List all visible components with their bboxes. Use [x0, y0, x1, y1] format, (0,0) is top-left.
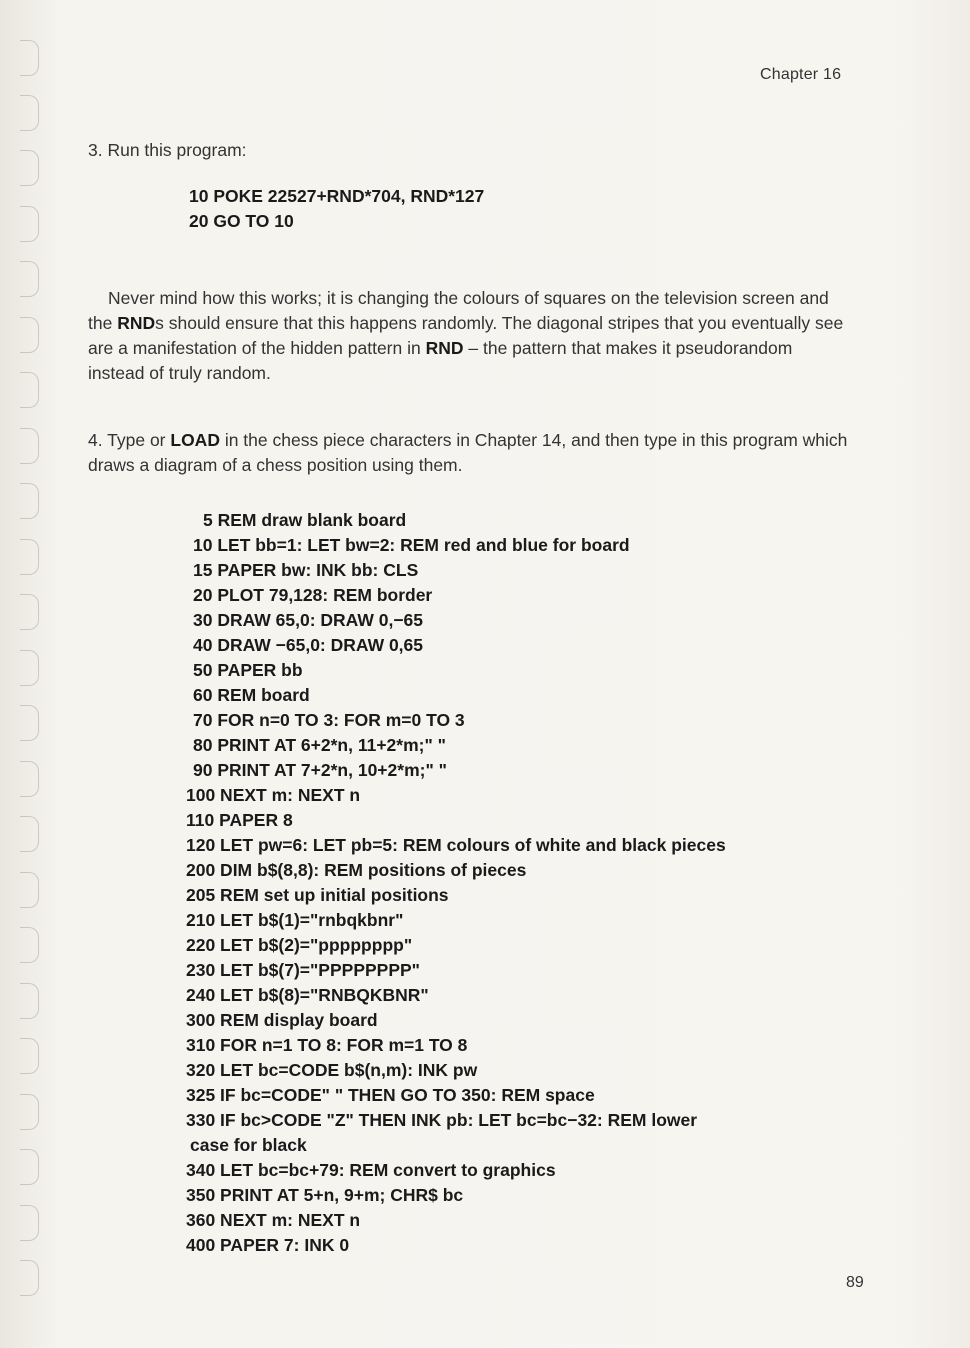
code-line: 300 REM display board	[186, 1010, 378, 1030]
item-4-intro: 4. Type or LOAD in the chess piece characters in Chapter 14, and then type in this program which draws a diagram of a chess position using them.	[88, 430, 848, 475]
code-line: 330 IF bc>CODE "Z" THEN INK pb: LET bc=bc−32: REM lower	[186, 1110, 698, 1130]
code-line: 325 IF bc=CODE" " THEN GO TO 350: REM space	[186, 1085, 595, 1105]
code-line: 5 REM draw blank board	[203, 510, 407, 530]
item-3-intro: 3. Run this program:	[88, 140, 247, 160]
code-line: 40 DRAW −65,0: DRAW 0,65	[193, 635, 424, 655]
code-line: 110 PAPER 8	[186, 810, 293, 830]
code-line: 20 GO TO 10	[189, 211, 294, 231]
code-line: 80 PRINT AT 6+2*n, 11+2*m;" "	[193, 735, 446, 755]
code-line-continuation: case for black	[190, 1135, 307, 1155]
code-line: 320 LET bc=CODE b$(n,m): INK pw	[186, 1060, 478, 1080]
code-line: 210 LET b$(1)="rnbqkbnr"	[186, 910, 404, 930]
code-listing-item-4	[186, 508, 726, 1258]
code-line: 20 PLOT 79,128: REM border	[193, 585, 433, 605]
code-line: 60 REM board	[193, 685, 310, 705]
code-line: 350 PRINT AT 5+n, 9+m; CHR$ bc	[186, 1185, 464, 1205]
code-line: 100 NEXT m: NEXT n	[186, 785, 361, 805]
code-line: 10 POKE 22527+RND*704, RND*127	[189, 186, 485, 206]
code-line: 30 DRAW 65,0: DRAW 0,−65	[193, 610, 424, 630]
code-line: 310 FOR n=1 TO 8: FOR m=1 TO 8	[186, 1035, 468, 1055]
item-3-explanation: Never mind how this works; it is changing the colours of squares on the television screen and the RNDs should ensure that this happens randomly. The diagonal stripes that you eventually see are a manifestation of the hidden pattern in RND – the pattern that makes it pseudorandom instead of truly random.	[88, 288, 844, 383]
code-line: 200 DIM b$(8,8): REM positions of pieces	[186, 860, 527, 880]
page-number: 89	[846, 1274, 864, 1291]
code-line: 230 LET b$(7)="PPPPPPPP"	[186, 960, 420, 980]
code-line: 15 PAPER bw: INK bb: CLS	[193, 560, 419, 580]
binding-holes	[14, 30, 46, 1330]
code-line: 400 PAPER 7: INK 0	[186, 1235, 350, 1255]
code-line: 220 LET b$(2)="pppppppp"	[186, 935, 413, 955]
code-line: 50 PAPER bb	[193, 660, 303, 680]
code-line: 340 LET bc=bc+79: REM convert to graphics	[186, 1160, 556, 1180]
code-line: 205 REM set up initial positions	[186, 885, 449, 905]
code-line: 70 FOR n=0 TO 3: FOR m=0 TO 3	[193, 710, 465, 730]
code-listing-item-3	[189, 184, 484, 234]
running-head: Chapter 16	[760, 66, 842, 83]
code-line: 10 LET bb=1: LET bw=2: REM red and blue for board	[193, 535, 630, 555]
code-line: 240 LET b$(8)="RNBQKBNR"	[186, 985, 429, 1005]
code-line: 120 LET pw=6: LET pb=5: REM colours of white and black pieces	[186, 835, 726, 855]
code-line: 360 NEXT m: NEXT n	[186, 1210, 361, 1230]
code-line: 90 PRINT AT 7+2*n, 10+2*m;" "	[193, 760, 447, 780]
